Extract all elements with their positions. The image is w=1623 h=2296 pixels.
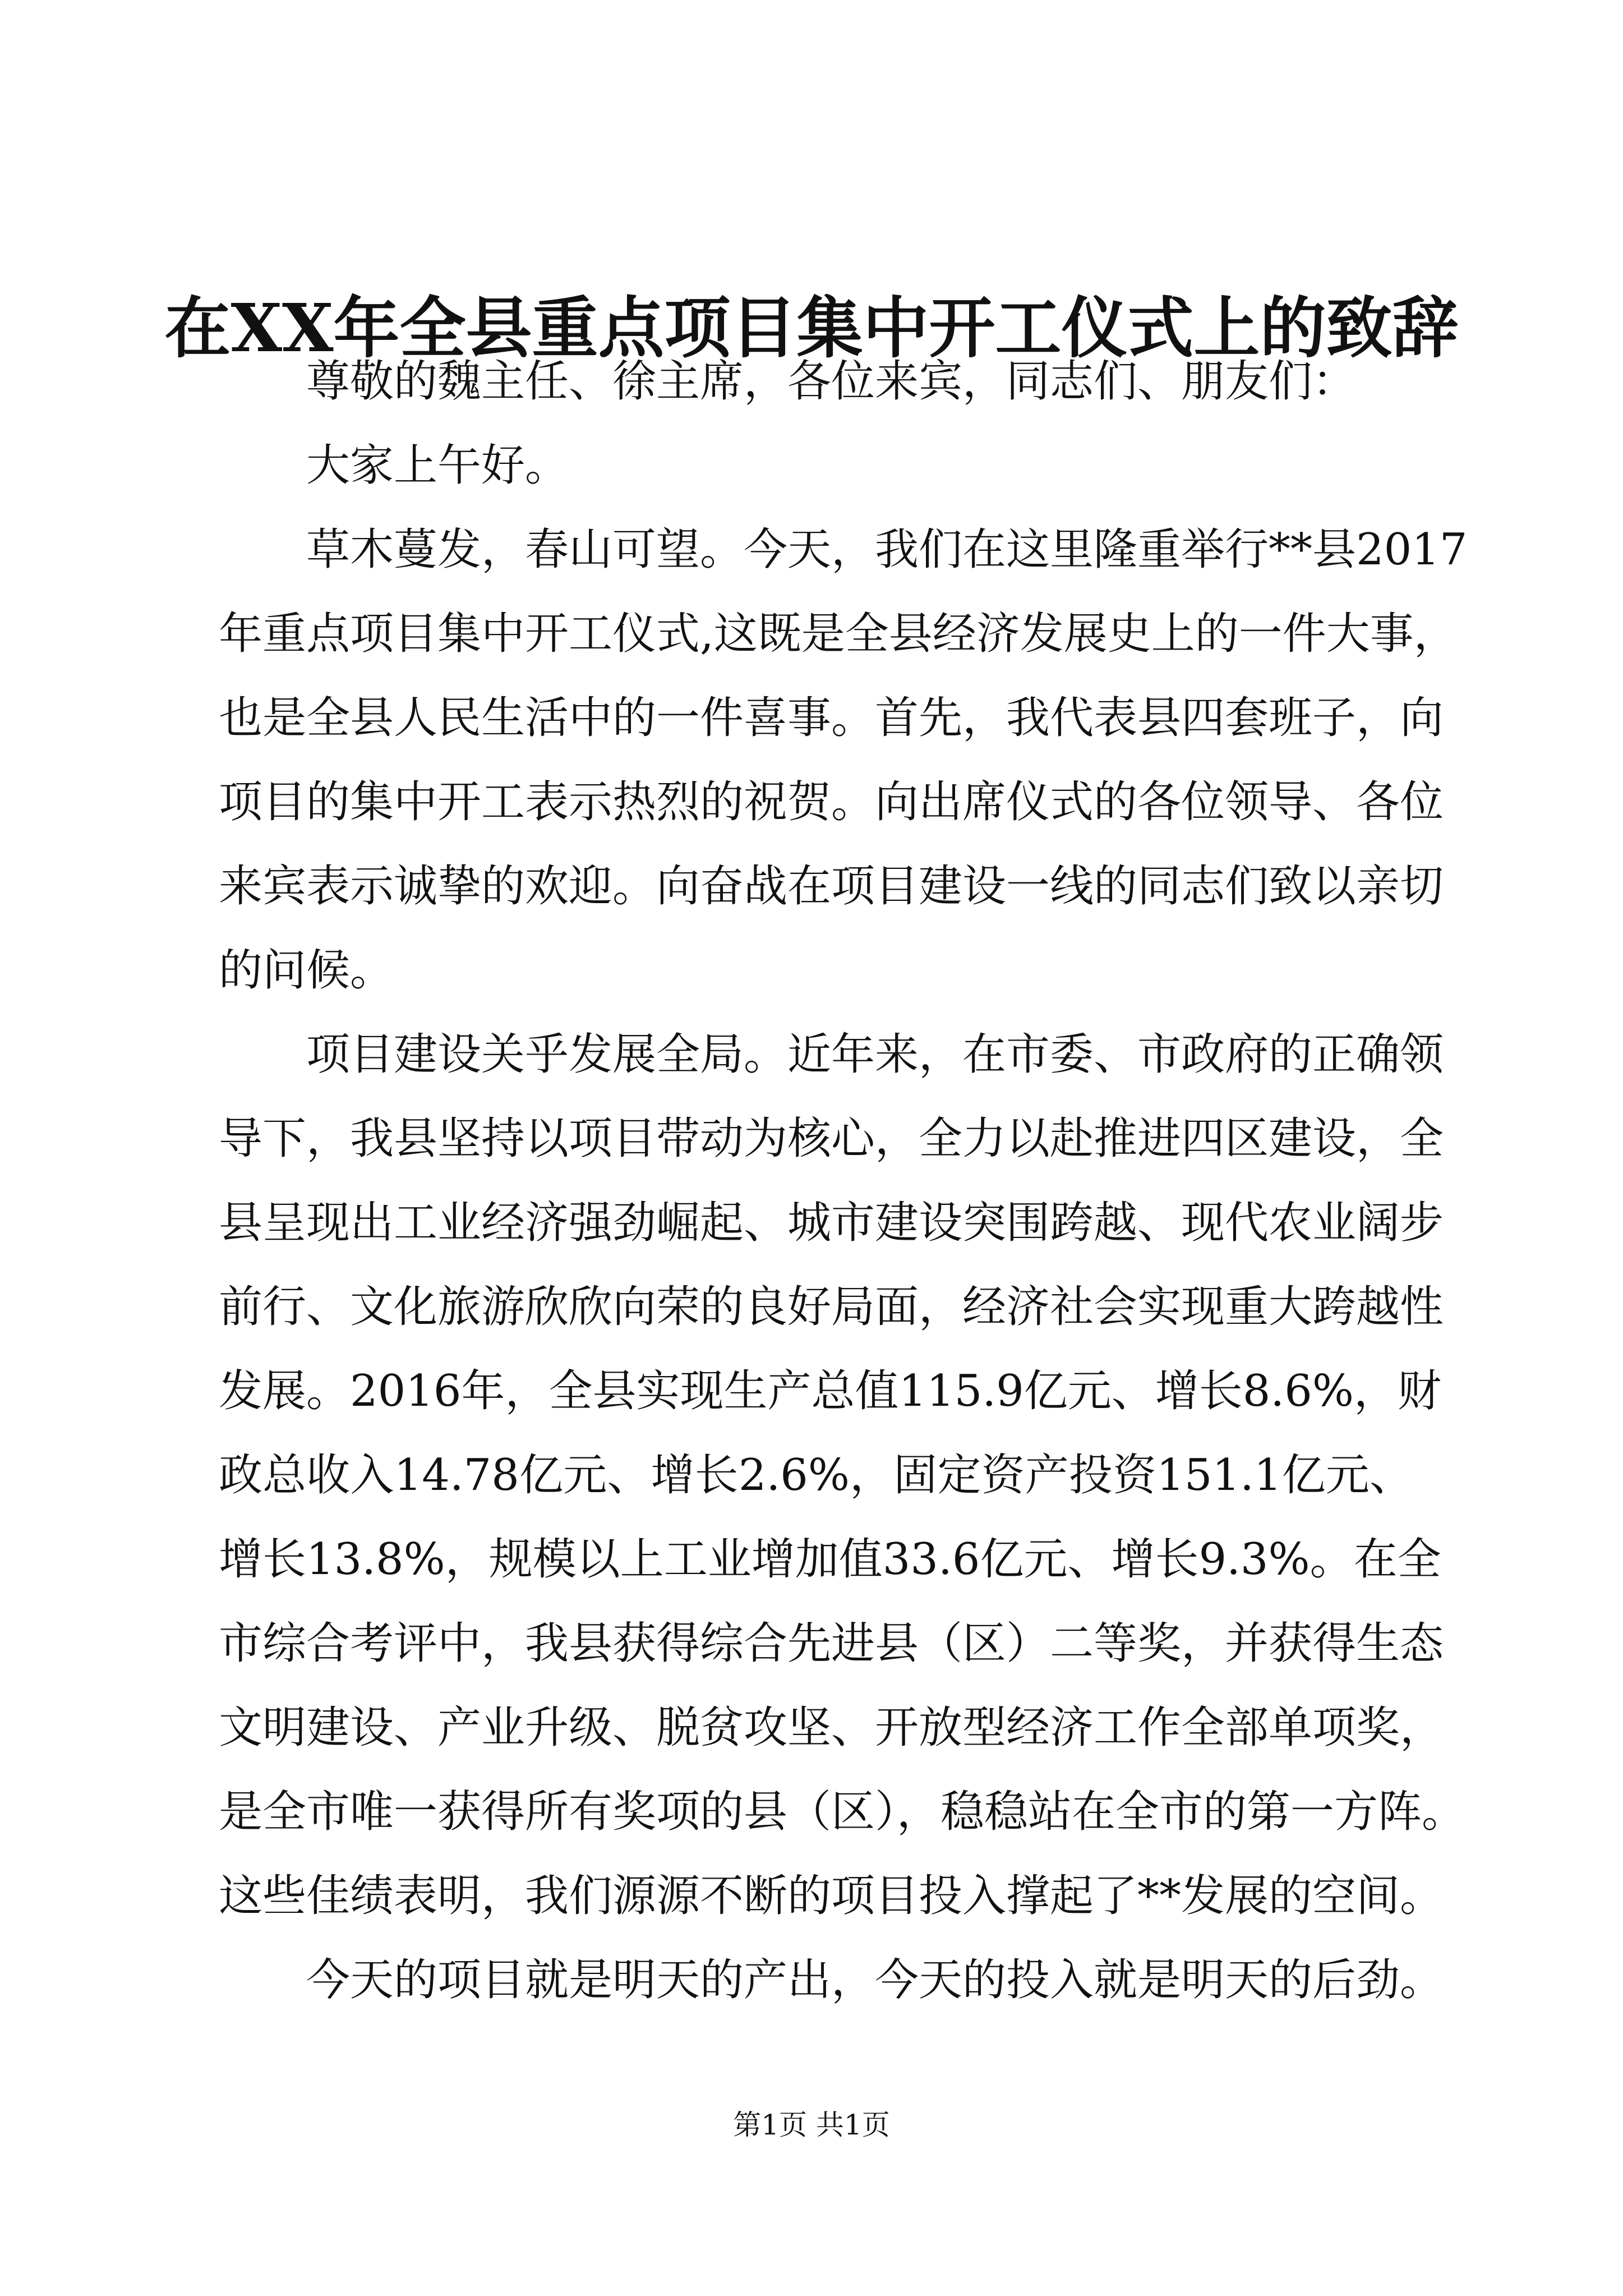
salutation: 尊敬的魏主任、徐主席，各位来宾，同志们、朋友们： [306, 356, 1357, 407]
greeting: 大家上午好。 [306, 440, 569, 491]
paragraph-2-line-1: 项目建设关乎发展全局。近年来，在市委、市政府的正确领 [306, 1029, 1444, 1080]
paragraph-3-line-1: 今天的项目就是明天的产出，今天的投入就是明天的后劲。 [306, 1955, 1444, 2005]
page-number-footer: 第1页 共1页 [733, 2109, 890, 2141]
paragraph-1-line-2: 年重点项目集中开工仪式,这既是全县经济发展史上的一件大事， [219, 609, 1458, 659]
paragraph-1-line-6: 的问候。 [219, 945, 394, 996]
document-title: 在XX年全县重点项目集中开工仪式上的致辞 [164, 289, 1459, 367]
paragraph-1-line-4: 项目的集中开工表示热烈的祝贺。向出席仪式的各位领导、各位 [219, 777, 1444, 827]
paragraph-2-line-6: 政总收入14.78亿元、增长2.6%，固定资产投资151.1亿元、 [219, 1450, 1413, 1501]
paragraph-2-line-8: 市综合考评中，我县获得综合先进县（区）二等奖，并获得生态 [219, 1618, 1444, 1669]
paragraph-2-line-11: 这些佳绩表明，我们源源不断的项目投入撑起了**发展的空间。 [219, 1871, 1444, 1921]
paragraph-2-line-7: 增长13.8%，规模以上工业增加值33.6亿元、增长9.3%。在全 [219, 1534, 1441, 1585]
paragraph-2-line-5: 发展。2016年，全县实现生产总值115.9亿元、增长8.6%，财 [219, 1366, 1441, 1416]
paragraph-1-line-1: 草木蔓发，春山可望。今天，我们在这里隆重举行**县2017 [306, 524, 1468, 575]
paragraph-2-line-9: 文明建设、产业升级、脱贫攻坚、开放型经济工作全部单项奖， [219, 1703, 1444, 1753]
paragraph-2-line-10: 是全市唯一获得所有奖项的县（区），稳稳站在全市的第一方阵。 [219, 1787, 1466, 1837]
paragraph-1-line-5: 来宾表示诚挚的欢迎。向奋战在项目建设一线的同志们致以亲切 [219, 861, 1444, 912]
paragraph-2-line-2: 导下，我县坚持以项目带动为核心，全力以赴推进四区建设，全 [219, 1114, 1444, 1164]
paragraph-1-line-3: 也是全县人民生活中的一件喜事。首先，我代表县四套班子，向 [219, 693, 1444, 743]
paragraph-2-line-4: 前行、文化旅游欣欣向荣的良好局面，经济社会实现重大跨越性 [219, 1282, 1444, 1332]
paragraph-2-line-3: 县呈现出工业经济强劲崛起、城市建设突围跨越、现代农业阔步 [219, 1198, 1444, 1248]
